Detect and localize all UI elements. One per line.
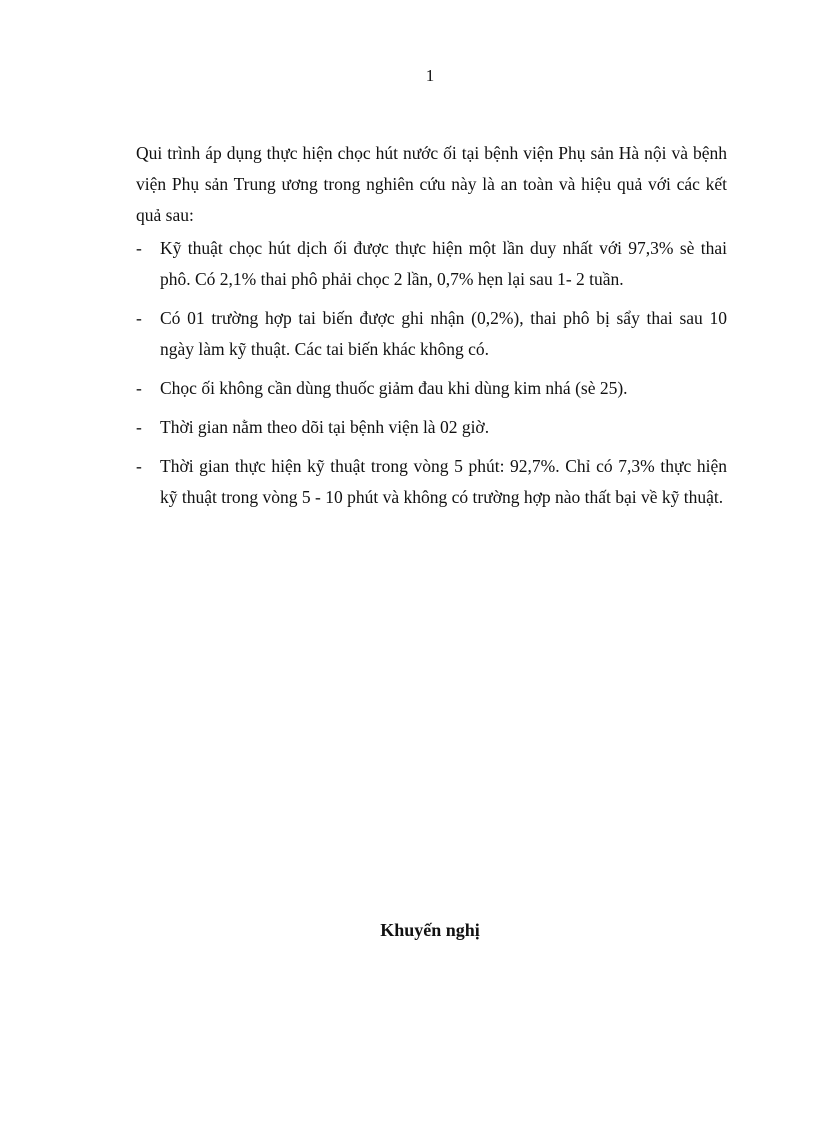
finding-item	[136, 451, 727, 513]
page-number: 1	[425, 66, 435, 85]
document-body	[136, 138, 727, 521]
bullet-dash: -	[136, 417, 142, 437]
finding-text: Chọc ối không cần dùng thuốc giảm đau khi dùng kim nhá (sè 25).	[160, 378, 628, 398]
finding-text: Thời gian thực hiện kỹ thuật trong vòng 5 phút: 92,7%. Chỉ có 7,3% thực hiện kỹ thuật trong vòng 5 - 10 phút và không có trường hợp nào thất bại về kỹ thuật.	[160, 456, 727, 507]
intro-paragraph: Qui trình áp dụng thực hiện chọc hút nước ối tại bệnh viện Phụ sản Hà nội và bệnh viện Phụ sản Trung ương trong nghiên cứu này là an toàn và hiệu quả với các kết quả sau:	[136, 143, 727, 225]
section-heading: Khuyến nghị	[380, 920, 480, 940]
finding-item	[136, 412, 727, 443]
bullet-dash: -	[136, 456, 142, 476]
finding-text: Có 01 trường hợp tai biến được ghi nhận (0,2%), thai phô bị sẩy thai sau 10 ngày làm kỹ thuật. Các tai biến khác không có.	[160, 308, 727, 359]
finding-text: Kỹ thuật chọc hút dịch ối được thực hiện một lần duy nhất với 97,3% sè thai phô. Có 2,1% thai phô phải chọc 2 lần, 0,7% hẹn lại sau 1- 2 tuần.	[160, 238, 727, 289]
bullet-dash: -	[136, 378, 142, 398]
finding-item	[136, 373, 727, 404]
finding-text: Thời gian nằm theo dõi tại bệnh viện là 02 giờ.	[160, 417, 490, 437]
bullet-dash: -	[136, 238, 142, 258]
finding-item	[136, 233, 727, 295]
bullet-dash: -	[136, 308, 142, 328]
findings-list	[136, 233, 727, 513]
finding-item	[136, 303, 727, 365]
